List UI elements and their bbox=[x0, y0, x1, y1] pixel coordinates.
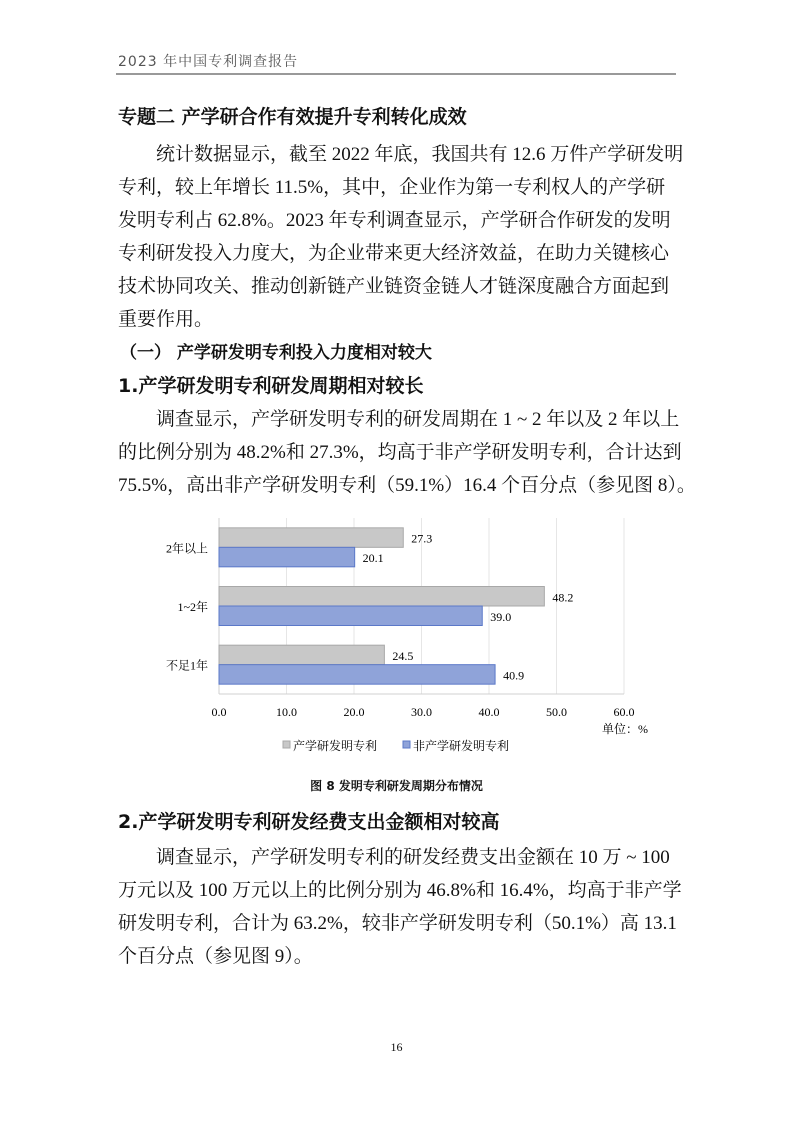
x-tick-label: 50.0 bbox=[546, 705, 567, 719]
category-label: 2年以上 bbox=[165, 541, 208, 556]
data-label: 39.0 bbox=[490, 609, 512, 624]
paragraph-line: 统计数据显示，截至 2022 年底，我国共有 12.6 万件产学研发明 bbox=[156, 144, 684, 165]
x-tick-label: 40.0 bbox=[478, 705, 500, 719]
paragraph-line: 个百分点（参见图 9）。 bbox=[118, 946, 313, 967]
bar bbox=[219, 645, 384, 665]
x-tick-label: 0.0 bbox=[211, 705, 227, 719]
paragraph-line: 专利，较上年增长 11.5%，其中，企业作为第一专利权人的产学研 bbox=[118, 177, 666, 198]
unit-label: 单位：% bbox=[602, 722, 648, 736]
bar bbox=[219, 547, 355, 567]
x-tick-label: 60.0 bbox=[613, 705, 635, 719]
figure-caption: 图 8 发明专利研发周期分布情况 bbox=[310, 779, 483, 793]
category-label: 1~2年 bbox=[177, 600, 208, 614]
x-tick-label: 10.0 bbox=[276, 705, 297, 719]
x-tick-label: 20.0 bbox=[343, 705, 365, 719]
legend-label: 产学研发明专利 bbox=[293, 739, 378, 753]
bar bbox=[219, 665, 495, 685]
data-label: 48.2 bbox=[552, 590, 574, 605]
data-label: 24.5 bbox=[392, 648, 414, 663]
legend-swatch bbox=[403, 741, 410, 748]
paragraph-line: 重要作用。 bbox=[118, 309, 214, 330]
x-tick-label: 30.0 bbox=[411, 705, 432, 719]
paragraph-line: 万元以及 100 万元以上的比例分别为 46.8%和 16.4%，均高于非产学 bbox=[118, 880, 682, 901]
paragraph-line: 调查显示，产学研发明专利的研发经费支出金额在 10 万 ~ 100 bbox=[156, 847, 670, 868]
paragraph-line: 专利研发投入力度大，为企业带来更大经济效益，在助力关键核心 bbox=[118, 243, 670, 264]
topic-title: 专题二 产学研合作有效提升专利转化成效 bbox=[118, 106, 467, 128]
legend-swatch bbox=[283, 741, 290, 748]
paragraph-line: 研发明专利，合计为 63.2%，较非产学研发明专利（50.1%）高 13.1 bbox=[118, 913, 677, 934]
legend-label: 非产学研发明专利 bbox=[413, 739, 510, 753]
header-rule bbox=[116, 73, 676, 75]
paragraph-line: 发明专利占 62.8%。2023 年专利调查显示，产学研合作研发的发明 bbox=[118, 210, 671, 231]
page-number: 16 bbox=[390, 1040, 403, 1054]
paragraph-line: 技术协同攻关、推动创新链产业链资金链人才链深度融合方面起到 bbox=[118, 276, 670, 297]
bar bbox=[219, 528, 403, 548]
paragraph-line: 的比例分别为 48.2%和 27.3%，均高于非产学研发明专利，合计达到 bbox=[118, 442, 682, 463]
category-label: 不足1年 bbox=[165, 658, 208, 673]
subsection-heading: 2.产学研发明专利研发经费支出金额相对较高 bbox=[118, 811, 500, 833]
paragraph-line: 75.5%，高出非产学研发明专利（59.1%）16.4 个百分点（参见图 8）。 bbox=[118, 475, 696, 496]
subsection-heading: 1.产学研发明专利研发周期相对较长 bbox=[118, 375, 424, 397]
bar bbox=[219, 606, 482, 626]
bar-chart bbox=[0, 510, 793, 762]
running-header: 2023 年中国专利调查报告 bbox=[118, 54, 299, 70]
data-label: 40.9 bbox=[503, 668, 525, 683]
data-label: 27.3 bbox=[411, 531, 433, 546]
paragraph-line: 调查显示，产学研发明专利的研发周期在 1 ~ 2 年以及 2 年以上 bbox=[156, 409, 680, 430]
data-label: 20.1 bbox=[362, 551, 384, 566]
bar bbox=[219, 587, 544, 607]
section-heading: （一） 产学研发明专利投入力度相对较大 bbox=[120, 343, 432, 363]
